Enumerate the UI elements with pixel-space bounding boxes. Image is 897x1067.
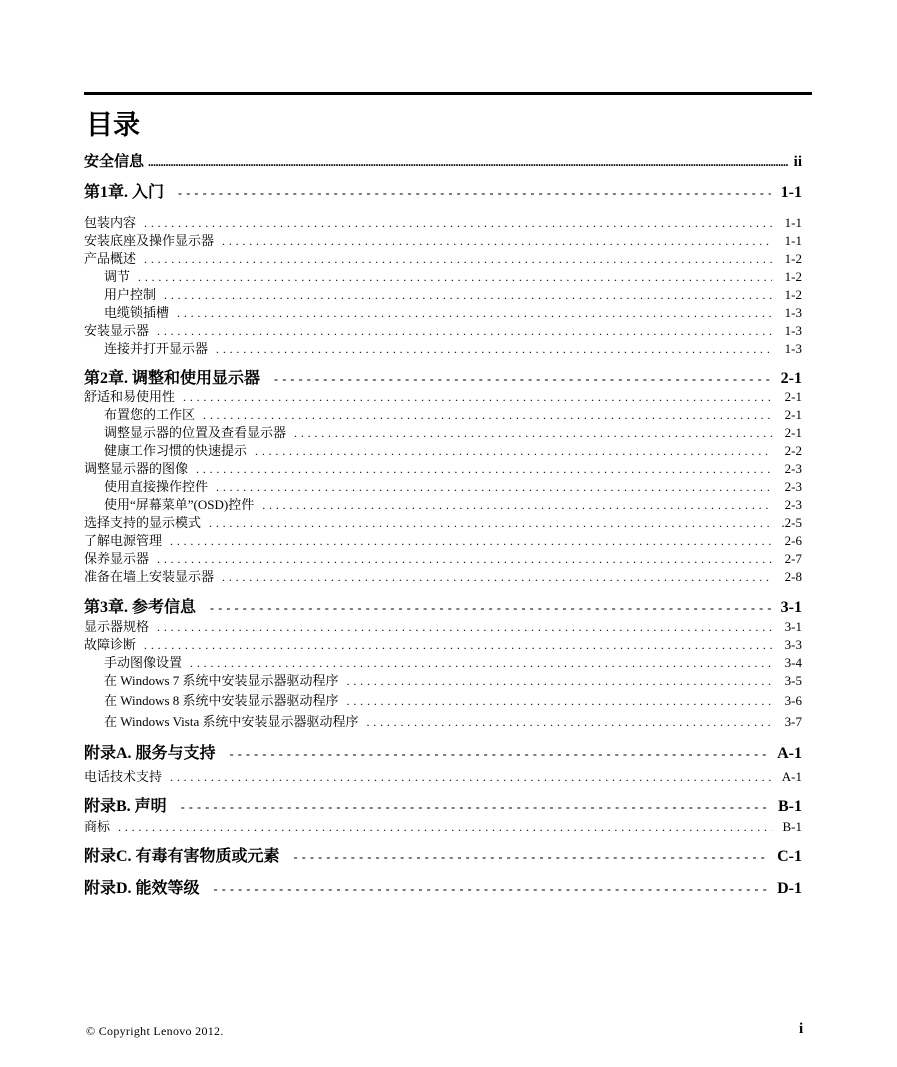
toc-entry-page: 2-1 [784, 407, 802, 422]
toc-entry-label: 商标 [84, 819, 111, 834]
chapter-page: 1-1 [780, 184, 802, 201]
chapter-page: A-1 [777, 745, 802, 762]
dot-leader [118, 818, 772, 836]
chapter-label: 附录B. 声明 [84, 798, 167, 815]
chapter-label: 第2章. 调整和使用显示器 [84, 370, 261, 387]
dot-leader [347, 672, 772, 690]
toc-subentry[interactable] [84, 442, 802, 460]
toc-entry-page: 2-2 [784, 443, 802, 458]
toc-entry-label: 在 Windows 7 系统中安装显示器驱动程序 [104, 673, 339, 688]
toc-entry-page: 2-3 [784, 479, 802, 494]
dot-leader [294, 424, 772, 442]
dot-leader [157, 618, 772, 636]
toc-subentry[interactable] [84, 672, 802, 690]
toc-chapter-3[interactable] [84, 597, 802, 619]
toc-entry-page: A-1 [781, 769, 802, 784]
toc-entry-page: 2-6 [784, 533, 802, 548]
dash-leader [294, 846, 768, 868]
toc-entry-label: 调节 [104, 269, 131, 284]
chapter-page: B-1 [778, 798, 802, 815]
dot-leader [190, 654, 772, 672]
dot-leader [196, 460, 772, 478]
toc-entry-label: 保养显示器 [84, 551, 150, 566]
toc-entry-page: 2-1 [784, 425, 802, 440]
dot-leader [216, 478, 772, 496]
toc-entry-page: 2-3 [784, 461, 802, 476]
toc-entry-label: 健康工作习惯的快速提示 [104, 443, 248, 458]
toc-entry-page: 3-4 [784, 655, 802, 670]
toc-entry[interactable] [84, 568, 802, 586]
toc-entry-page: 3-5 [784, 673, 802, 688]
toc-entry[interactable] [84, 818, 802, 836]
toc-entry-label: 安全信息 [84, 154, 145, 170]
dot-leader [216, 340, 772, 358]
dot-leader [262, 496, 772, 514]
toc-entry-label: 了解电源管理 [84, 533, 163, 548]
dot-leader [144, 250, 772, 268]
dot-leader [203, 406, 772, 424]
dot-leader [157, 550, 772, 568]
toc-entry-label: 显示器规格 [84, 619, 150, 634]
toc-entry-page: 3-6 [784, 693, 802, 708]
toc-entry[interactable] [84, 550, 802, 568]
page-title: 目录 [86, 110, 140, 141]
toc-entry-label: 电缆锁插槽 [104, 305, 170, 320]
toc-entry[interactable] [84, 768, 802, 786]
toc-entry[interactable] [84, 514, 802, 532]
toc-subentry[interactable] [84, 424, 802, 442]
toc-subentry[interactable] [84, 692, 802, 710]
chapter-label: 附录A. 服务与支持 [84, 745, 216, 762]
toc-entry-page: B-1 [782, 819, 802, 834]
toc-chapter-2[interactable] [84, 368, 802, 390]
chapter-page: 3-1 [780, 599, 802, 616]
toc-entry-page: 2-7 [784, 551, 802, 566]
table-of-contents [84, 0, 802, 1000]
toc-entry-label: 用户控制 [104, 287, 157, 302]
toc-appendix-c[interactable] [84, 846, 802, 868]
dot-leader [157, 322, 772, 340]
toc-appendix-a[interactable] [84, 743, 802, 765]
toc-chapter-1[interactable] [84, 182, 802, 204]
toc-entry-page: ii [793, 154, 802, 170]
toc-entry[interactable] [84, 532, 802, 550]
toc-entry-label: 安装显示器 [84, 323, 150, 338]
toc-subentry[interactable] [84, 406, 802, 424]
chapter-label: 附录D. 能效等级 [84, 880, 200, 897]
dot-leader [347, 692, 772, 710]
toc-entry-label: 电话技术支持 [84, 769, 163, 784]
toc-entry[interactable] [84, 322, 802, 340]
toc-entry-page: 1-2 [784, 269, 802, 284]
dot-leader [183, 388, 772, 406]
toc-entry-page: 1-3 [784, 323, 802, 338]
toc-entry-page: 2-1 [784, 389, 802, 404]
toc-entry-label: 使用“屏幕菜单”(OSD)控件 [104, 497, 255, 512]
toc-entry-page: 2-8 [784, 569, 802, 584]
toc-entry-page: .2-5 [781, 515, 802, 530]
toc-entry-label: 产品概述 [84, 251, 137, 266]
dot-leader [170, 768, 772, 786]
toc-entry-page: 1-3 [784, 305, 802, 320]
dot-leader [177, 304, 772, 322]
toc-entry-label: 手动图像设置 [104, 655, 183, 670]
toc-entry-page: 1-2 [784, 251, 802, 266]
toc-entry[interactable] [84, 250, 802, 268]
chapter-page: D-1 [777, 880, 802, 897]
dash-leader [214, 878, 768, 900]
toc-entry[interactable] [84, 388, 802, 406]
toc-subentry[interactable] [84, 496, 802, 514]
chapter-label: 第3章. 参考信息 [84, 599, 197, 616]
toc-entry-page: 2-3 [784, 497, 802, 512]
dash-leader [178, 182, 771, 204]
dot-leader [144, 214, 772, 232]
dot-leader [209, 514, 772, 532]
toc-entry-label: 舒适和易使用性 [84, 389, 176, 404]
toc-entry[interactable] [84, 618, 802, 636]
toc-entry-page: 1-2 [784, 287, 802, 302]
dash-leader [181, 796, 768, 818]
toc-entry-label: 安装底座及操作显示器 [84, 233, 215, 248]
toc-entry-label: 调整显示器的位置及查看显示器 [104, 425, 287, 440]
dot-leader [366, 713, 772, 731]
dot-leader [148, 151, 788, 173]
dot-leader [170, 532, 772, 550]
toc-entry-page: 1-1 [784, 215, 802, 230]
toc-entry-label: 在 Windows Vista 系统中安装显示器驱动程序 [104, 714, 359, 729]
dot-leader [255, 442, 772, 460]
toc-entry[interactable] [84, 214, 802, 232]
toc-subentry[interactable] [84, 286, 802, 304]
dot-leader [222, 568, 772, 586]
toc-entry-label: 选择支持的显示模式 [84, 515, 202, 530]
toc-safety-entry[interactable] [84, 151, 802, 173]
toc-entry-label: 故障诊断 [84, 637, 137, 652]
toc-entry-label: 在 Windows 8 系统中安装显示器驱动程序 [104, 693, 339, 708]
dot-leader [144, 636, 772, 654]
toc-entry-page: 3-3 [784, 637, 802, 652]
toc-entry-label: 调整显示器的图像 [84, 461, 189, 476]
toc-entry[interactable] [84, 636, 802, 654]
toc-entry-page: 1-3 [784, 341, 802, 356]
copyright-notice: © Copyright Lenovo 2012. [86, 1024, 224, 1038]
toc-subentry[interactable] [84, 340, 802, 358]
chapter-page: 2-1 [780, 370, 802, 387]
dot-leader [164, 286, 772, 304]
dash-leader [230, 743, 768, 765]
toc-entry-label: 准备在墙上安装显示器 [84, 569, 215, 584]
chapter-page: C-1 [777, 848, 802, 865]
toc-entry-label: 使用直接操作控件 [104, 479, 209, 494]
dot-leader [222, 232, 772, 250]
dash-leader [210, 597, 771, 619]
toc-subentry[interactable] [84, 654, 802, 672]
toc-subentry[interactable] [84, 478, 802, 496]
toc-entry-page: 3-7 [784, 714, 802, 729]
toc-entry-page: 3-1 [784, 619, 802, 634]
toc-subentry[interactable] [84, 713, 802, 731]
toc-appendix-b[interactable] [84, 796, 802, 818]
chapter-label: 第1章. 入门 [84, 184, 165, 201]
toc-entry-label: 布置您的工作区 [104, 407, 196, 422]
toc-entry-label: 连接并打开显示器 [104, 341, 209, 356]
toc-entry[interactable] [84, 460, 802, 478]
toc-subentry[interactable] [84, 268, 802, 286]
dash-leader [274, 368, 771, 390]
toc-subentry[interactable] [84, 304, 802, 322]
chapter-label: 附录C. 有毒有害物质或元素 [84, 848, 280, 865]
toc-entry-label: 包装内容 [84, 215, 137, 230]
page-number: i [799, 1021, 804, 1037]
dot-leader [138, 268, 772, 286]
toc-entry[interactable] [84, 232, 802, 250]
toc-appendix-d[interactable] [84, 878, 802, 900]
toc-entry-page: 1-1 [784, 233, 802, 248]
